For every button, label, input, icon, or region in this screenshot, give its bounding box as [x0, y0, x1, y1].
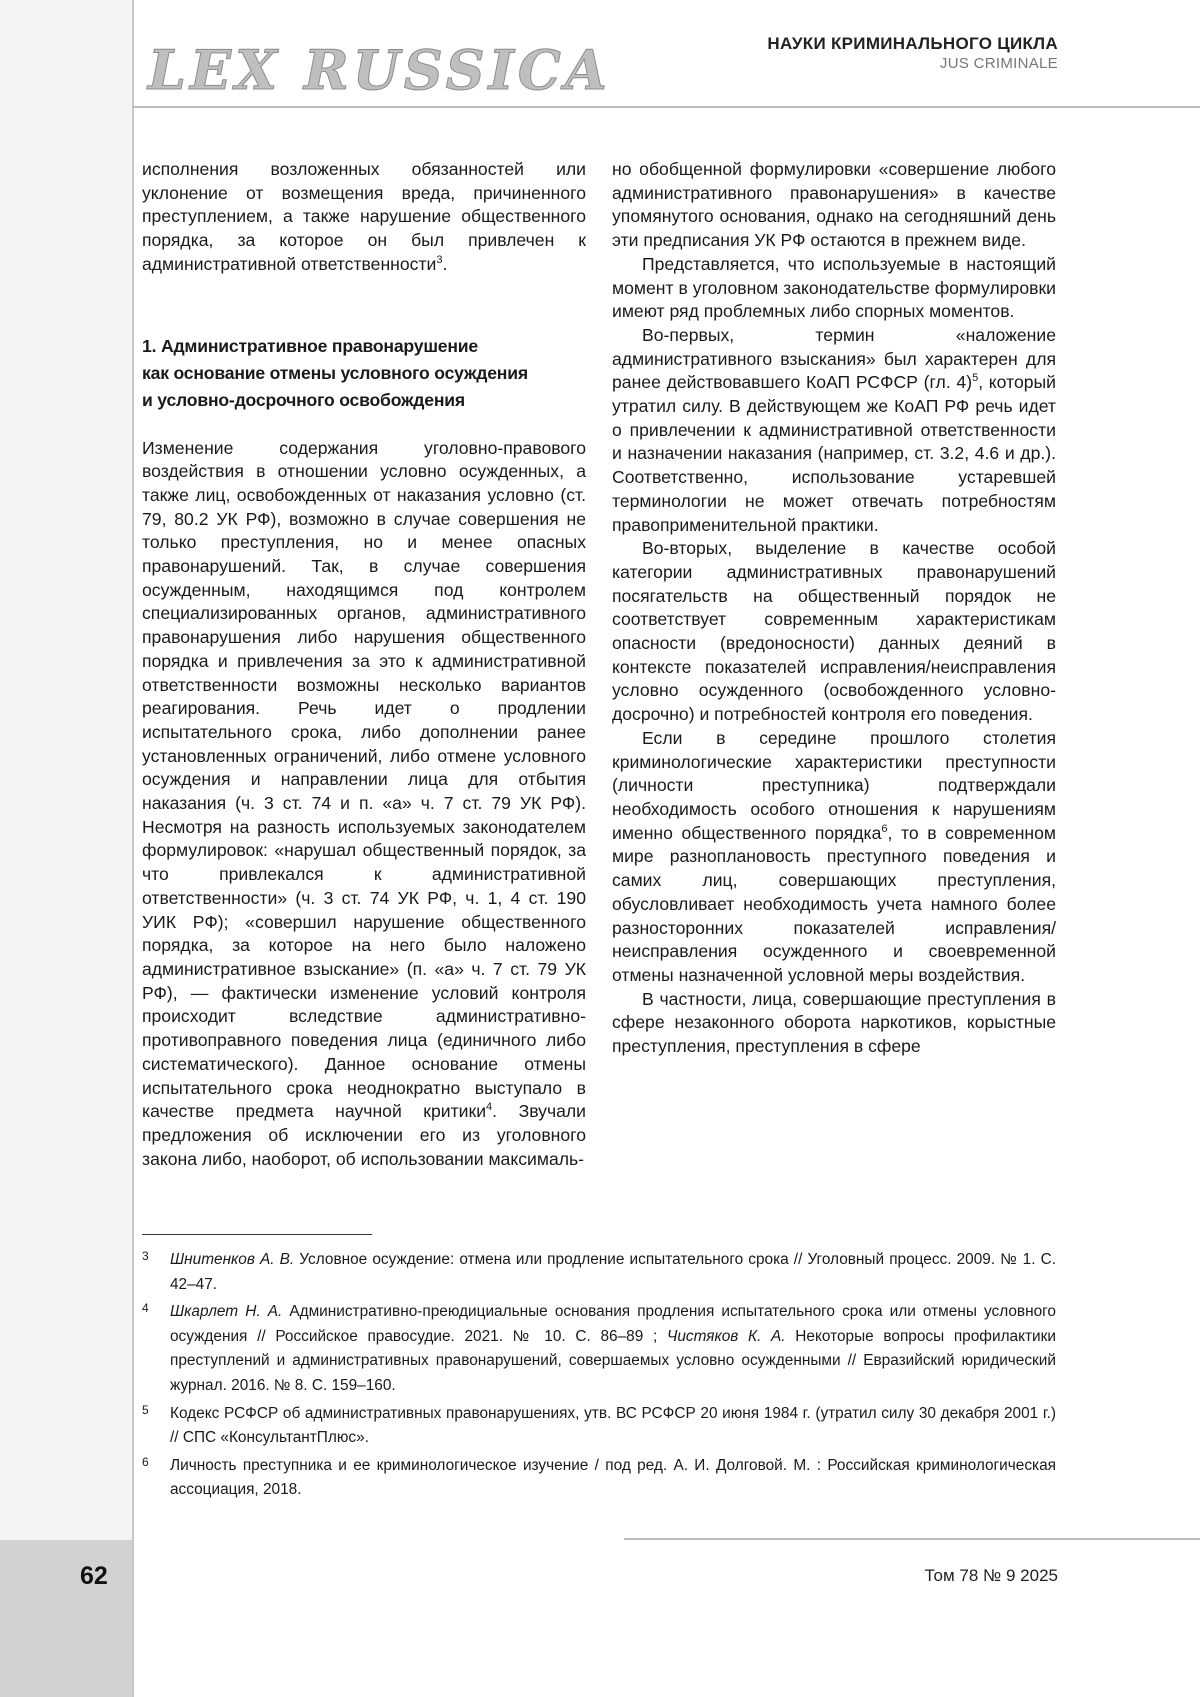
body-paragraph: Представляется, что используемые в настоящий момент в уголовном законодательстве формулировки имеют ряд проблемных либо спорных моментов. [612, 253, 1056, 322]
footnote-number: 3 [142, 1249, 149, 1263]
header-subsection-title: JUS CRIMINALE [939, 55, 1058, 72]
body-paragraph: Если в середине прошлого столетия криминологические характеристики преступности (личности преступника) подтверждали необходимость особого отношения к нарушениям именно общественного порядка$^6$, то в современном мире разноплановость преступного поведения и самих лиц, совершающих преступления, обусловливает необходимость учета намного более разносторонних показателей исправления/неисправления осужденного и своевременной отмены назначенной условной меры воздействия. [612, 727, 1057, 985]
footnote-author: Шкарлет Н. А. [170, 1303, 283, 1321]
footer-rule [624, 1538, 1200, 1540]
section-heading-line: как основание отмены условного осуждения [142, 362, 528, 383]
left-margin-strip [0, 0, 134, 1697]
footnote-6: 6 Личность преступника и ее криминологическое изучение / под ред. А. И. Долговой. М. : Российская криминологическая ассоциация, 2018. [142, 1454, 1056, 1503]
journal-logo: LEX RUSSICA [148, 38, 611, 102]
footnote-4: 4 Шкарлет Н. А. Административно-преюдициальные основания продления испытательного срока или отмены условного осуждения // Российское правосудие. 2021. № 10. С. 86–89 ; Чистяков К. А. Некоторые вопросы профилактики преступлений и административных правонарушений, совершаемых условно осужденными // Евразийский юридический журнал. 2016. № 8. С. 159–160. [142, 1300, 1056, 1398]
body-paragraph: В частности, лица, совершающие преступления в сфере незаконного оборота наркотиков, корыстные преступления, преступления в сфере [612, 988, 1056, 1057]
left-column [142, 158, 586, 1171]
footnote-number: 5 [142, 1402, 149, 1417]
footnote-author: Шнитенков А. В. [170, 1251, 295, 1268]
footnote-ref-3[interactable]: 3 [436, 253, 443, 266]
intro-paragraph: исполнения возложенных обязанностей или уклонение от возмещения вреда, причиненного преступлением, а также нарушение общественного порядка, за которое он был привлечен к административной ответственности$^3$. [142, 159, 586, 274]
header-section-title: НАУКИ КРИМИНАЛЬНОГО ЦИКЛА [767, 34, 1058, 53]
footnote-ref-4[interactable]: 4 [486, 1101, 493, 1114]
body-paragraph: Во-вторых, выделение в качестве особой категории административных правонарушений посягательств на общественный порядок не соответствует современным характеристикам опасности (вредоносности) данных деяний в контексте показателей исправления/неисправления условно осужденного (освобожденного условно-досрочно) и потребностей контроля его поведения. [612, 538, 1056, 725]
section-heading-line: и условно-досрочного освобождения [142, 389, 465, 410]
footnote-number: 6 [142, 1454, 149, 1469]
section-heading-line: 1. Административное правонарушение [142, 335, 479, 356]
section-heading [142, 333, 586, 414]
footnote-ref-6[interactable]: 6 [881, 822, 888, 835]
body-paragraph: Изменение содержания уголовно-правового воздействия в отношении условно осужденных, а также лиц, освобожденных от наказания условно (ст. 79, 80.2 УК РФ), возможно в случае совершения не только преступления, но и менее опасных правонарушений. Так, в случае совершения осужденным, находящимся под контролем специализированных органов, административного правонарушения либо нарушения общественного порядка и привлечения за это к административной ответственности возможны несколько вариантов реагирования. Речь идет о продлении испытательного срока, либо дополнении ранее установленных ограничений, либо отмене условного осуждения и направлении лица для отбытия наказания (ч. 3 ст. 74 и п. «а» ч. 7 ст. 79 УК РФ). Несмотря на разность используемых законодателем формулировок: «нарушал общественный порядок, за что привлекался к административной ответственности» (ч. 3 ст. 74 УК РФ, ч. 1, 4 ст. 190 УИК РФ); «совершил нарушение общественного порядка, за которое на него было наложено административное взыскание» (п. «а» ч. 7 ст. 79 УК РФ), — фактически изменение условий контроля происходит вследствие административно-противоправного поведения лица (единичного либо систематического). Данное основание отмены испытательного срока неоднократно выступало в качестве предмета научной критики$^4$. Звучали предложения об исключении его из уголовного закона либо, наоборот, об использовании максималь- [142, 437, 586, 1169]
footnote-ref-5[interactable]: 5 [972, 372, 979, 385]
page-number: 62 [80, 1562, 108, 1590]
footnote-5: 5 Кодекс РСФСР об административных правонарушениях, утв. ВС РСФСР 20 июня 1984 г. (утратил силу 30 декабря 2001 г.) // СПС «КонсультантПлюс». [142, 1402, 1056, 1451]
footnote-number: 4 [142, 1301, 149, 1316]
running-header [767, 34, 1058, 72]
right-column [612, 158, 1056, 1059]
footnote-3: 3 Шнитенков А. В. Условное осуждение: отмена или продление испытательного срока // Уголовный процесс. 2009. № 1. С. 42–47. [142, 1248, 1056, 1297]
footnotes [142, 1248, 1056, 1506]
body-paragraph: Во-первых, термин «наложение административного взыскания» был характерен для ранее действовавшего КоАП РСФСР (гл. 4)$^5$, который утратил силу. В действующем же КоАП РФ речь идет о привлечении к административной ответственности и назначении наказания (например, ст. 3.2, 4.6 и др.). Соответственно, использование устаревшей терминологии не может отвечать потребностям правоприменительной практики. [612, 324, 1056, 535]
issue-info: Том 78 № 9 2025 [924, 1566, 1058, 1585]
header-rule [132, 106, 1200, 108]
footnote-rule [142, 1234, 372, 1235]
body-paragraph-continued: но обобщенной формулировки «совершение любого административного правонарушения» в качестве упомянутого основания, однако на сегодняшний день эти предписания УК РФ остаются в прежнем виде. [612, 159, 1056, 251]
footnote-author: Чистяков К. А. [666, 1327, 786, 1345]
